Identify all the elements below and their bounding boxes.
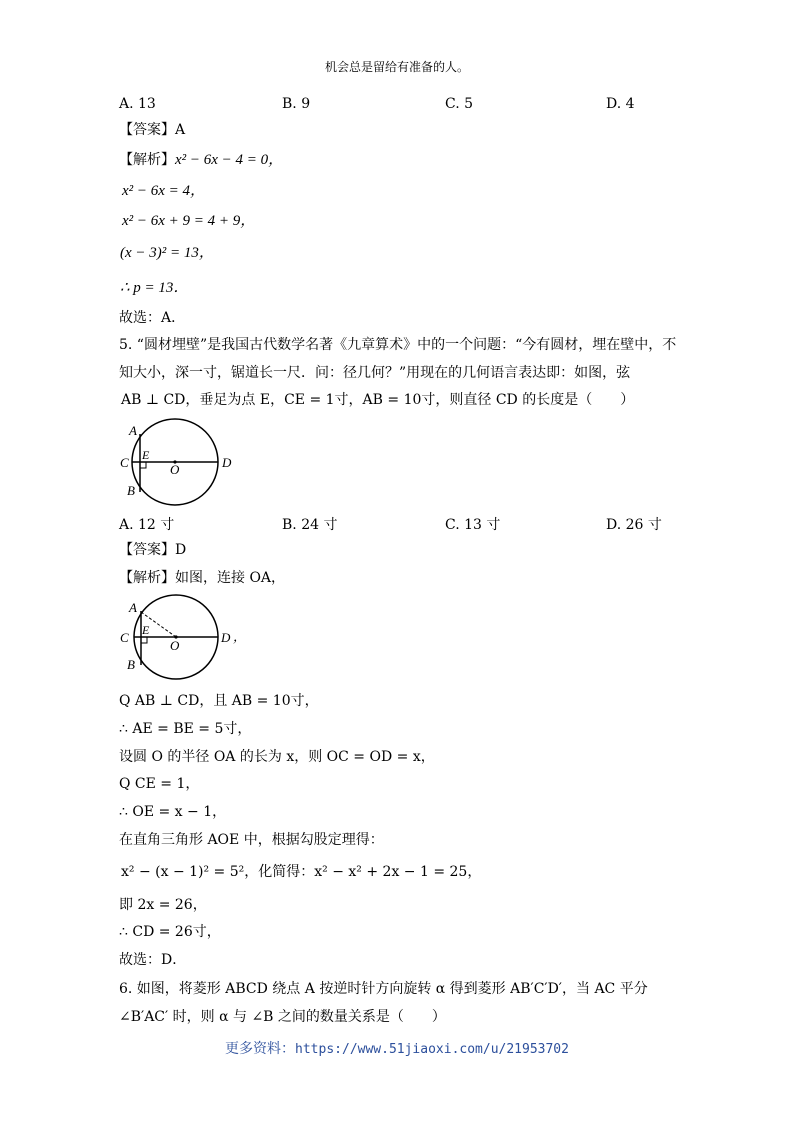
q5-label-e: E (142, 448, 150, 462)
q5-option-c: C. 13 寸 (445, 517, 501, 533)
q5-stem-line-2: 知大小，深一寸，锯道长一尺．问：径几何？”用现在的几何语言表达即：如图，弦 (119, 365, 631, 381)
q4-step-4: (x − 3)² = 13， (120, 245, 214, 261)
q4-step-2: x² − 6x = 4， (122, 183, 206, 199)
page-header: 机会总是留给有准备的人。 (324, 60, 469, 74)
q5-step-3: 设圆 O 的半径 OA 的长为 x，则 OC = OD = x， (119, 749, 435, 765)
q5-step-9: ∴ CD = 26寸， (119, 924, 221, 940)
q5-answer: 【答案】D (119, 542, 187, 558)
q4-option-a: A. 13 (119, 96, 156, 112)
q5-analysis-intro: 【解析】如图，连接 OA， (119, 570, 286, 586)
q4-step-1: x² − 6x − 4 = 0， (175, 152, 284, 168)
q4-analysis-label: 【解析】 (119, 152, 175, 168)
q5-fig2-suffix: ， (233, 629, 247, 644)
q5-stem-line-3: AB ⊥ CD，垂足为点 E，CE = 1寸，AB = 10寸，则直径 CD 的长度是（ ） (121, 392, 635, 408)
page-footer (0, 1038, 794, 1058)
q5-label-b: B (127, 483, 135, 498)
q5-step-10: 故选：D． (119, 952, 187, 968)
q5-fig2-label-o: O (170, 638, 180, 653)
q5-step-4: Q CE = 1， (119, 776, 200, 792)
q4-step-5: ∴ p = 13． (120, 280, 189, 296)
q5-option-a: A. 12 寸 (119, 517, 175, 533)
q5-label-d: D (222, 455, 232, 470)
q5-step-6: 在直角三角形 AOE 中，根据勾股定理得： (119, 832, 384, 848)
q4-step-3: x² − 6x + 9 = 4 + 9， (122, 213, 256, 229)
q4-answer: 【答案】A (119, 122, 186, 138)
q5-analysis-figure (115, 594, 255, 684)
q6-stem-line-1: 6. 如图，将菱形 ABCD 绕点 A 按逆时针方向旋转 α 得到菱形 AB′C′D′，当 AC 平分 (119, 981, 648, 997)
q5-option-d: D. 26 寸 (606, 517, 662, 533)
q5-fig2-label-a: A (129, 600, 137, 615)
q5-step-1: Q AB ⊥ CD，且 AB = 10寸， (119, 693, 319, 709)
q4-option-b: B. 9 (282, 96, 311, 112)
q5-fig2-label-c: C (120, 630, 129, 645)
q6-stem-line-2: ∠B′AC′ 时，则 α 与 ∠B 之间的数量关系是（ ） (119, 1009, 446, 1025)
q4-conclusion: 故选：A． (119, 310, 186, 326)
q5-label-a: A (129, 423, 137, 438)
q5-fig2-label-d: D (221, 630, 231, 645)
q5-label-o: O (170, 462, 180, 477)
footer-label: 更多资料： (225, 1041, 296, 1057)
q5-fig2-label-e: E (142, 623, 150, 637)
q5-step-8: 即 2x = 26， (119, 897, 207, 913)
footer-link[interactable]: https://www.51jiaoxi.com/u/21953702 (295, 1042, 569, 1057)
q5-stem-line-1: 5. “圆材埋壁”是我国古代数学名著《九章算术》中的一个问题：“今有圆材，埋在壁中，不 (119, 337, 677, 353)
q5-step-5: ∴ OE = x − 1， (119, 804, 227, 820)
q5-circle-figure (115, 418, 245, 508)
q4-option-d: D. 4 (606, 96, 635, 112)
q5-step-7: x² − (x − 1)² = 5²，化简得：x² − x² + 2x − 1 = 25， (121, 864, 482, 880)
q4-option-c: C. 5 (445, 96, 474, 112)
q5-label-c: C (120, 455, 129, 470)
q5-option-b: B. 24 寸 (282, 517, 338, 533)
q5-step-2: ∴ AE = BE = 5寸， (119, 721, 252, 737)
q4-analysis (119, 151, 283, 169)
q5-fig2-label-b: B (127, 657, 135, 672)
